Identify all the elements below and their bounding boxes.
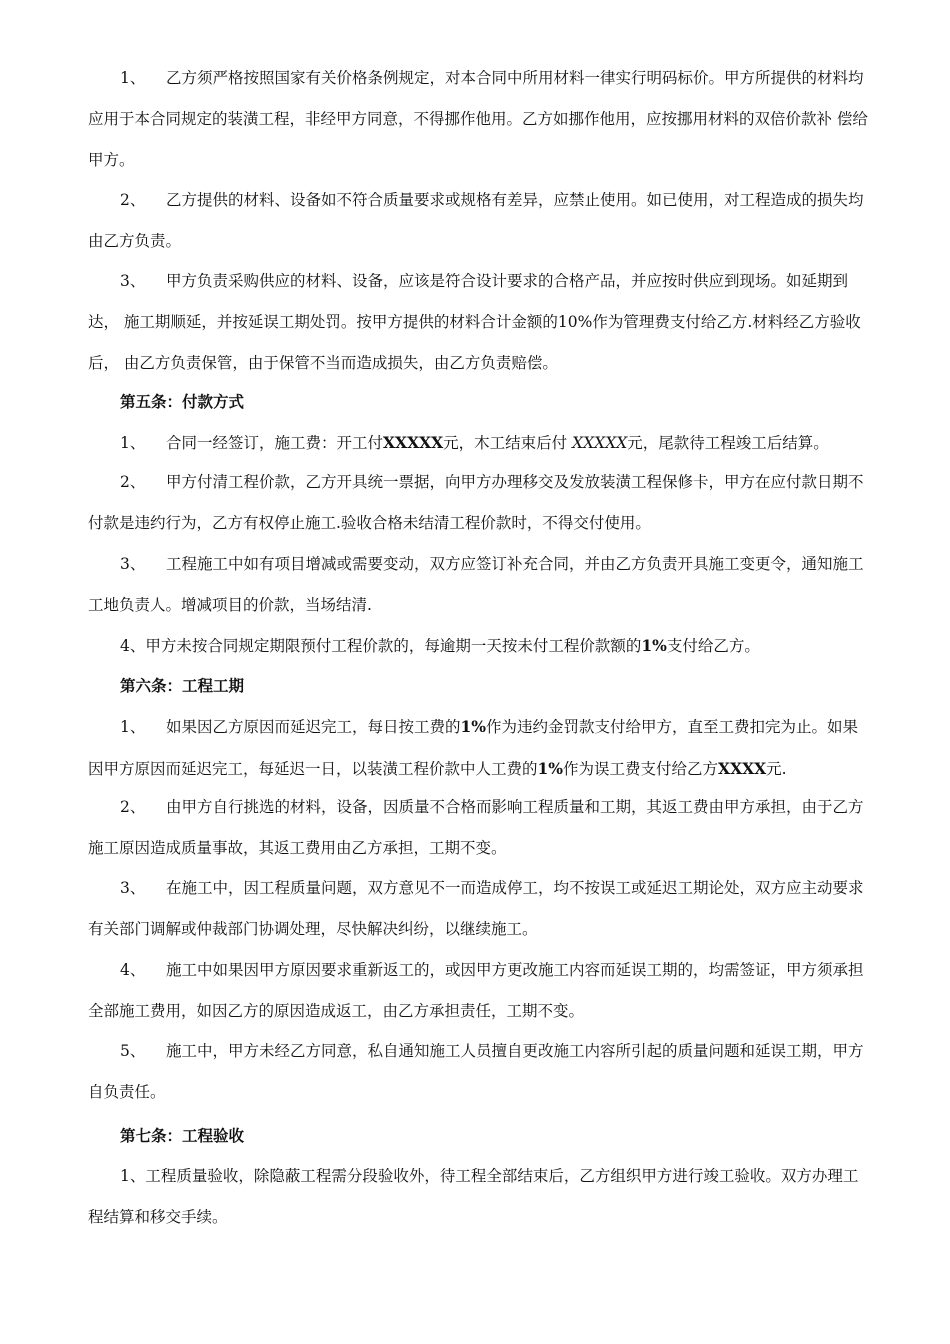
clause-4-item-3 [88, 261, 868, 384]
item-text-c: 作为误工费支付给乙方 [563, 760, 719, 778]
item-number: 4、 [120, 961, 146, 979]
percentage-1: 1% [460, 717, 487, 736]
clause-6-item-2 [88, 787, 868, 869]
item-number: 5、 [120, 1042, 146, 1060]
item-number: 2、 [120, 473, 146, 491]
amount-1: XXXXX [383, 433, 444, 452]
item-number: 2、 [120, 191, 146, 209]
item-text-a: 合同一经签订，施工费：开工付 [166, 434, 384, 452]
item-text: 甲方负责采购供应的材料、设备，应该是符合设计要求的合格产品，并应按时供应到现场。如延期到达， 施工期顺延，并按延误工期处罚。按甲方提供的材料合计金额的10%作为管理费支付给乙方.材料经乙方验收后， 由乙方负责保管，由于保管不当而造成损失，由乙方负责赔偿。 [88, 272, 861, 372]
item-text: 施工中如果因甲方原因要求重新返工的，或因甲方更改施工内容而延误工期的，均需签证，甲方须承担 全部施工费用，如因乙方的原因造成返工，由乙方承担责任，工期不变。 [88, 961, 864, 1020]
percentage-2: 1% [537, 759, 564, 778]
item-text: 乙方须严格按照国家有关价格条例规定，对本合同中所用材料一律实行明码标价。甲方所提供的材料均 应用于本合同规定的装潢工程，非经甲方同意，不得挪作他用。乙方如挪作他用，应按挪用材料的双倍价款补 偿给甲方。 [88, 69, 868, 169]
clause-4-item-2 [88, 180, 868, 262]
clause-6-item-4 [88, 950, 868, 1032]
item-text-a: 4、甲方未按合同规定期限预付工程价款的，每逾期一天按未付工程价款额的 [120, 637, 642, 655]
clause-6-item-1 [88, 706, 868, 790]
section-6-heading: 第六条：工程工期 [120, 676, 245, 695]
item-text-b: 元，木工结束后付 [443, 434, 573, 452]
item-number: 1、 [120, 718, 146, 736]
item-text: 由甲方自行挑选的材料，设备，因质量不合格而影响工程质量和工期，其返工费由甲方承担，由于乙方 施工原因造成质量事故，其返工费用由乙方承担，工期不变。 [88, 798, 864, 857]
item-text-c: 元，尾款待工程竣工后结算。 [627, 434, 829, 452]
item-text-d: 元. [766, 760, 787, 778]
item-number: 1、 [120, 434, 146, 452]
section-5-heading: 第五条：付款方式 [120, 392, 245, 411]
item-text: 在施工中，因工程质量问题，双方意见不一而造成停工，均不按误工或延迟工期论处，双方应主动要求 有关部门调解或仲裁部门协调处理，尽快解决纠纷，以继续施工。 [88, 879, 864, 938]
item-text: 工程施工中如有项目增减或需要变动，双方应签订补充合同，并由乙方负责开具施工变更令，通知施工 工地负责人。增减项目的价款，当场结清. [88, 555, 864, 614]
clause-5-item-1 [88, 422, 868, 464]
item-number: 2、 [120, 798, 146, 816]
amount: XXXX [718, 759, 767, 778]
percentage: 1% [641, 636, 667, 655]
item-number: 1、 [120, 69, 146, 87]
clause-6-item-3 [88, 868, 868, 950]
item-number: 3、 [120, 272, 146, 290]
amount-2: XXXXX [572, 434, 628, 452]
clause-7-item-1: 1、工程质量验收，除隐蔽工程需分段验收外，待工程全部结束后，乙方组织甲方进行竣工验收。双方办理工程结算和移交手续。 [88, 1167, 859, 1226]
clause-6-item-5 [88, 1031, 868, 1113]
item-text: 施工中，甲方未经乙方同意，私自通知施工人员擅自更改施工内容所引起的质量问题和延误工期，甲方 自负责任。 [88, 1042, 864, 1101]
item-number: 3、 [120, 555, 146, 573]
section-7-heading: 第七条：工程验收 [120, 1126, 245, 1145]
item-text-b: 作为违约金罚款支付给甲方，直至工费扣完为止。如果 因甲方原因而延迟完工，每延迟一日，以装潢工程价款中人工费的 [88, 718, 859, 778]
clause-5-item-2 [88, 462, 868, 544]
item-text-a: 如果因乙方原因而延迟完工，每日按工费的 [166, 718, 461, 736]
item-text-b: 支付给乙方。 [666, 637, 760, 655]
clause-5-item-3 [88, 544, 868, 626]
clause-5-item-4 [120, 625, 868, 667]
item-number: 3、 [120, 879, 146, 897]
item-text: 甲方付清工程价款，乙方开具统一票据，向甲方办理移交及发放装潢工程保修卡，甲方在应付款日期不 付款是违约行为，乙方有权停止施工.验收合格未结清工程价款时，不得交付使用。 [88, 473, 864, 532]
item-text: 乙方提供的材料、设备如不符合质量要求或规格有差异，应禁止使用。如已使用，对工程造成的损失均 由乙方负责。 [88, 191, 864, 250]
clause-4-item-1 [88, 58, 868, 181]
